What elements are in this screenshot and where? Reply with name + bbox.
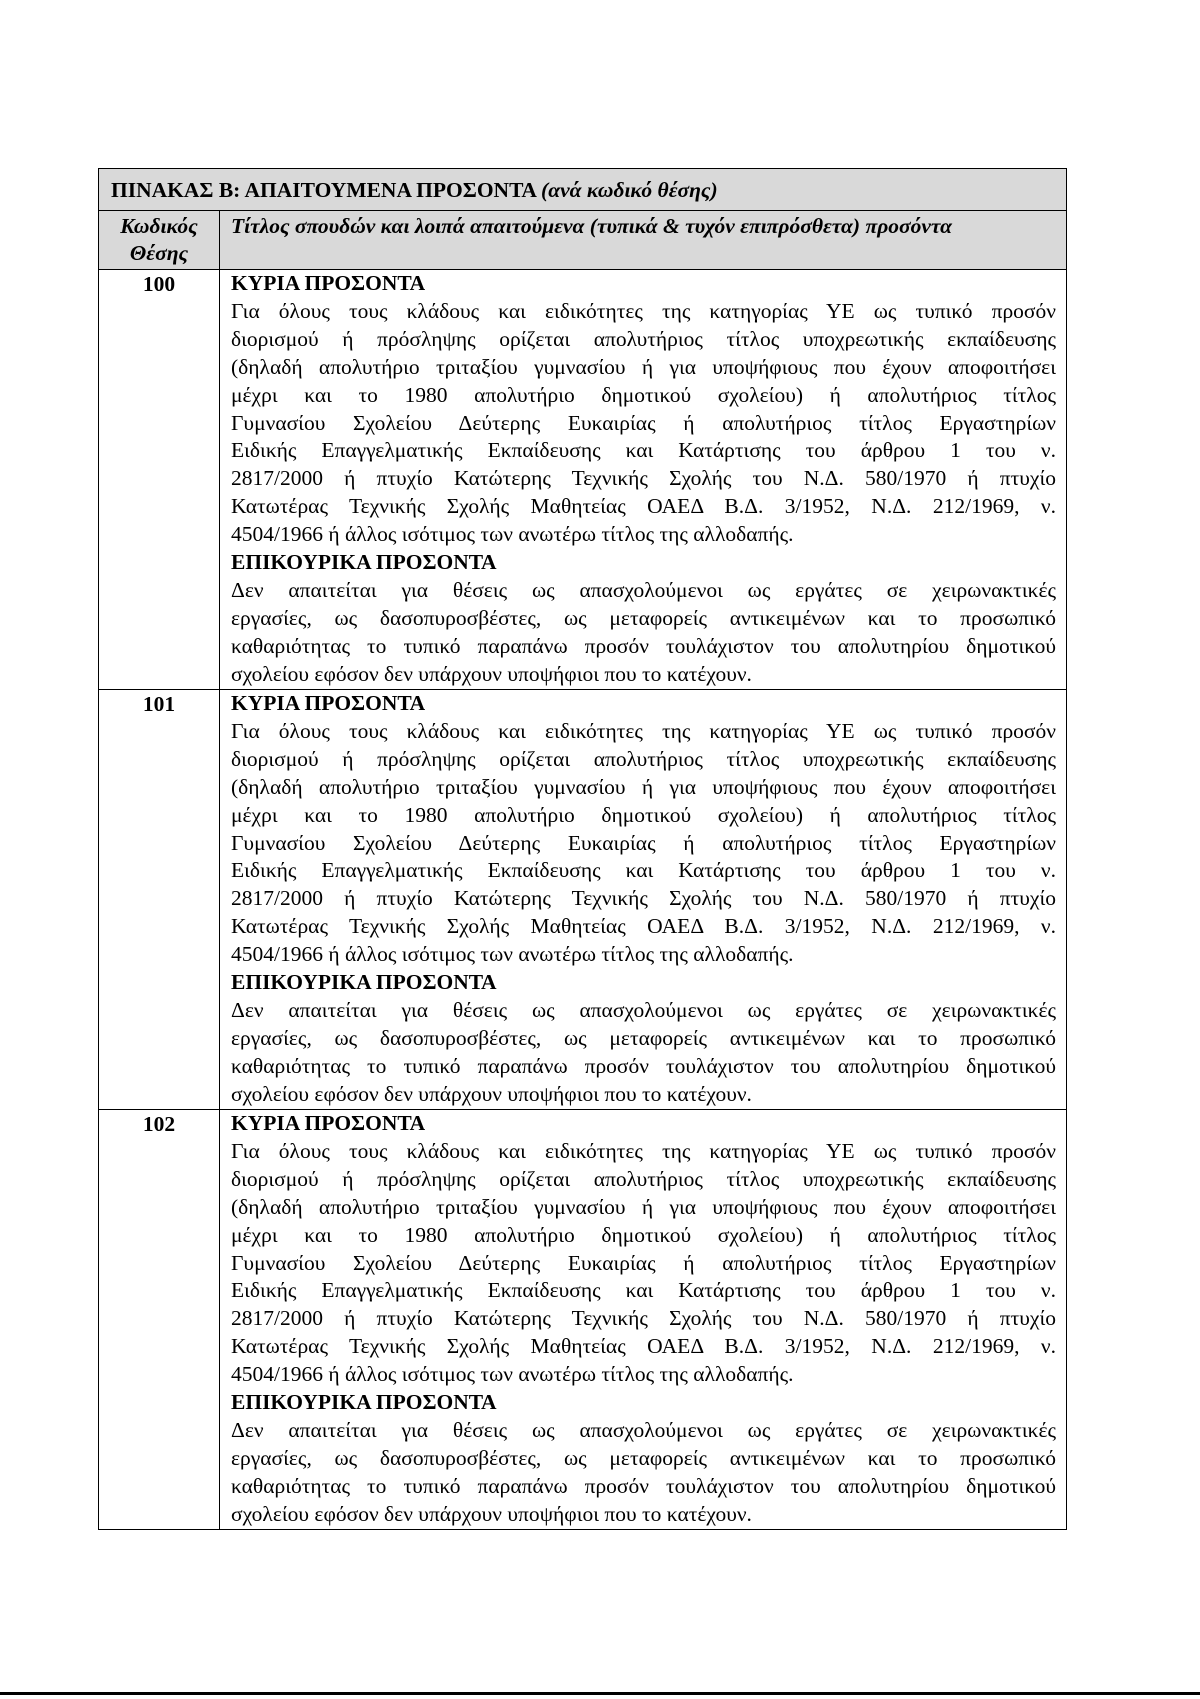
main-qualifications-line: 4504/1966 ή άλλος ισότιμος των ανωτέρω τίτλος της αλλοδαπής. [231,522,794,547]
position-code: 101 [99,690,220,1109]
main-qualifications-line: 2817/2000 ή πτυχίο Κατώτερης Τεχνικής Σχολής του Ν.Δ. 580/1970 ή πτυχίο [231,886,1056,911]
main-qualifications-line: Ειδικής Επαγγελματικής Εκπαίδευσης και Κατάρτισης του άρθρου 1 του ν. [231,438,1056,463]
main-qualifications-line: Κατωτέρας Τεχνικής Σχολής Μαθητείας ΟΑΕΔ Β.Δ. 3/1952, Ν.Δ. 212/1969, ν. [231,914,1056,939]
qualifications-cell [220,1110,1066,1529]
table-row [99,270,1066,690]
aux-qualifications-line: σχολείου εφόσον δεν υπάρχουν υποψήφιοι που το κατέχουν. [231,661,752,686]
table-title [99,169,1066,211]
main-qualifications-line: Γυμνασίου Σχολείου Δεύτερης Ευκαιρίας ή απολυτήριος τίτλος Εργαστηρίων [231,410,1056,435]
main-qualifications-line: Κατωτέρας Τεχνικής Σχολής Μαθητείας ΟΑΕΔ Β.Δ. 3/1952, Ν.Δ. 212/1969, ν. [231,1334,1056,1359]
aux-qualifications-line: Δεν απαιτείται για θέσεις ως απασχολούμενοι ως εργάτες σε χειρωνακτικές [231,1417,1056,1442]
qualifications-table [98,168,1067,1530]
aux-qualifications-heading: ΕΠΙΚΟΥΡΙΚΑ ΠΡΟΣΟΝΤΑ [231,1390,497,1415]
main-qualifications-line: (δηλαδή απολυτήριο τριταξίου γυμνασίου ή για υποψήφιους που έχουν αποφοιτήσει [231,1194,1056,1219]
main-qualifications-heading: ΚΥΡΙΑ ΠΡΟΣΟΝΤΑ [231,1111,426,1135]
aux-qualifications-line: σχολείου εφόσον δεν υπάρχουν υποψήφιοι που το κατέχουν. [231,1501,752,1526]
table-row [99,1110,1066,1529]
aux-qualifications-line: εργασίες, ως δασοπυροσβέστες, ως μεταφορείς αντικειμένων και το προσωπικό [231,1445,1056,1470]
main-qualifications-line: διορισμού ή πρόσληψης ορίζεται απολυτήριος τίτλος υποχρεωτικής εκπαίδευσης [231,746,1056,771]
aux-qualifications-line: Δεν απαιτείται για θέσεις ως απασχολούμενοι ως εργάτες σε χειρωνακτικές [231,577,1056,602]
main-qualifications-line: Γυμνασίου Σχολείου Δεύτερης Ευκαιρίας ή απολυτήριος τίτλος Εργαστηρίων [231,1250,1056,1275]
main-qualifications-line: Ειδικής Επαγγελματικής Εκπαίδευσης και Κατάρτισης του άρθρου 1 του ν. [231,1278,1056,1303]
position-code: 102 [99,1110,220,1529]
table-header-row [99,211,1066,270]
main-qualifications-line: μέχρι και το 1980 απολυτήριο δημοτικού σχολείου) ή απολυτήριος τίτλος [231,1222,1056,1247]
aux-qualifications-line: εργασίες, ως δασοπυροσβέστες, ως μεταφορείς αντικειμένων και το προσωπικό [231,605,1056,630]
main-qualifications-line: 4504/1966 ή άλλος ισότιμος των ανωτέρω τίτλος της αλλοδαπής. [231,1362,794,1387]
main-qualifications-line: Για όλους τους κλάδους και ειδικότητες της κατηγορίας ΥΕ ως τυπικό προσόν [231,718,1056,743]
aux-qualifications-line: καθαριότητας το τυπικό παραπάνω προσόν τουλάχιστον του απολυτηρίου δημοτικού [231,633,1056,658]
qualifications-cell [220,690,1066,1109]
aux-qualifications-line: καθαριότητας το τυπικό παραπάνω προσόν τουλάχιστον του απολυτηρίου δημοτικού [231,1473,1056,1498]
page-bottom-line [0,1692,1200,1695]
main-qualifications-line: μέχρι και το 1980 απολυτήριο δημοτικού σχολείου) ή απολυτήριος τίτλος [231,802,1056,827]
aux-qualifications-line: σχολείου εφόσον δεν υπάρχουν υποψήφιοι που το κατέχουν. [231,1081,752,1106]
main-qualifications-line: Κατωτέρας Τεχνικής Σχολής Μαθητείας ΟΑΕΔ Β.Δ. 3/1952, Ν.Δ. 212/1969, ν. [231,494,1056,519]
main-qualifications-line: Γυμνασίου Σχολείου Δεύτερης Ευκαιρίας ή απολυτήριος τίτλος Εργαστηρίων [231,830,1056,855]
main-qualifications-line: διορισμού ή πρόσληψης ορίζεται απολυτήριος τίτλος υποχρεωτικής εκπαίδευσης [231,326,1056,351]
main-qualifications-line: διορισμού ή πρόσληψης ορίζεται απολυτήριος τίτλος υποχρεωτικής εκπαίδευσης [231,1166,1056,1191]
position-code: 100 [99,270,220,689]
table-title-bold: ΠΙΝΑΚΑΣ Β: ΑΠΑΙΤΟΥΜΕΝΑ ΠΡΟΣΟΝΤΑ [111,178,536,202]
main-qualifications-line: Ειδικής Επαγγελματικής Εκπαίδευσης και Κατάρτισης του άρθρου 1 του ν. [231,858,1056,883]
main-qualifications-line: 2817/2000 ή πτυχίο Κατώτερης Τεχνικής Σχολής του Ν.Δ. 580/1970 ή πτυχίο [231,1306,1056,1331]
header-code [99,211,220,269]
main-qualifications-line: Για όλους τους κλάδους και ειδικότητες της κατηγορίας ΥΕ ως τυπικό προσόν [231,1138,1056,1163]
aux-qualifications-heading: ΕΠΙΚΟΥΡΙΚΑ ΠΡΟΣΟΝΤΑ [231,550,497,575]
aux-qualifications-line: Δεν απαιτείται για θέσεις ως απασχολούμενοι ως εργάτες σε χειρωνακτικές [231,997,1056,1022]
main-qualifications-line: μέχρι και το 1980 απολυτήριο δημοτικού σχολείου) ή απολυτήριος τίτλος [231,382,1056,407]
main-qualifications-heading: ΚΥΡΙΑ ΠΡΟΣΟΝΤΑ [231,271,426,295]
aux-qualifications-heading: ΕΠΙΚΟΥΡΙΚΑ ΠΡΟΣΟΝΤΑ [231,970,497,995]
main-qualifications-heading: ΚΥΡΙΑ ΠΡΟΣΟΝΤΑ [231,691,426,715]
main-qualifications-line: (δηλαδή απολυτήριο τριταξίου γυμνασίου ή για υποψήφιους που έχουν αποφοιτήσει [231,774,1056,799]
main-qualifications-line: Για όλους τους κλάδους και ειδικότητες της κατηγορίας ΥΕ ως τυπικό προσόν [231,298,1056,323]
header-qualifications: Τίτλος σπουδών και λοιπά απαιτούμενα (τυπικά & τυχόν επιπρόσθετα) προσόντα [231,214,953,238]
main-qualifications-line: (δηλαδή απολυτήριο τριταξίου γυμνασίου ή για υποψήφιους που έχουν αποφοιτήσει [231,354,1056,379]
table-title-italic: (ανά κωδικό θέσης) [541,178,718,202]
aux-qualifications-line: εργασίες, ως δασοπυροσβέστες, ως μεταφορείς αντικειμένων και το προσωπικό [231,1025,1056,1050]
table-row [99,690,1066,1110]
qualifications-cell [220,270,1066,689]
main-qualifications-line: 4504/1966 ή άλλος ισότιμος των ανωτέρω τίτλος της αλλοδαπής. [231,942,794,967]
header-code-line: Κωδικός [120,214,198,238]
header-code-line: Θέσης [129,241,189,265]
aux-qualifications-line: καθαριότητας το τυπικό παραπάνω προσόν τουλάχιστον του απολυτηρίου δημοτικού [231,1053,1056,1078]
main-qualifications-line: 2817/2000 ή πτυχίο Κατώτερης Τεχνικής Σχολής του Ν.Δ. 580/1970 ή πτυχίο [231,466,1056,491]
